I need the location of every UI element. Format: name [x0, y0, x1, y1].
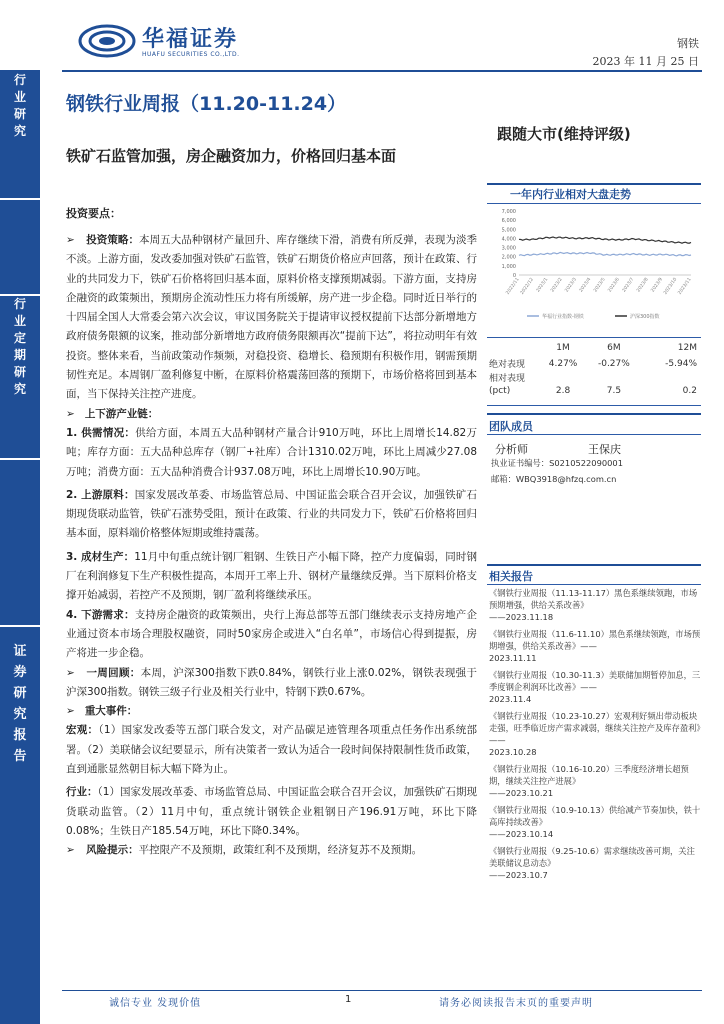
- bullet-arrow-icon: ➢: [66, 234, 75, 246]
- chain-title-text: 上下游产业链：: [84, 407, 159, 420]
- table-header-blank: [489, 340, 539, 356]
- abs-1m: 4.27%: [548, 358, 578, 369]
- strategy-label: 投资策略：: [86, 234, 140, 246]
- x-tick-label: 2022/11: [505, 277, 521, 296]
- para-supply: [66, 424, 477, 482]
- sidebar-char: 研: [13, 365, 26, 379]
- bullet-arrow-icon: ➢: [66, 844, 75, 857]
- footer-disclaimer: 请务必阅读报告末页的重要声明: [439, 998, 593, 1009]
- sidebar-char: 券: [13, 665, 27, 680]
- y-tick-label: 7,000: [501, 209, 516, 215]
- x-tick-label: 2023/1: [535, 277, 550, 294]
- cost-text: 11月中旬重点统计钢厂粗钢、生铁日产小幅下降，控产力度偏弱，同时钢厂在利润修复下生产积极性提高，本周开工率上升、钢材产量继续反弹。当下原料价格支撑开始减弱，若控产不及预期，钢厂盈利将继续承压。: [66, 550, 477, 602]
- sidebar-tag-periodic: [0, 296, 40, 458]
- team-title: 团队成员: [489, 420, 533, 433]
- report-subtitle: 铁矿石监管加强，房企融资加力，价格回归基本面: [66, 147, 397, 165]
- series-line-0: [519, 252, 691, 256]
- para-demand: [66, 606, 477, 664]
- bullet-arrow-icon: ➢: [66, 407, 75, 420]
- sidebar-tag-securities-report: [0, 627, 40, 1024]
- para-upstream: [66, 486, 477, 544]
- side-chart-title: 一年内行业相对大盘走势: [510, 188, 631, 201]
- review-text: 本周，沪深300指数下跌0.84%，钢铁行业上涨0.02%，钢铁表现强于沪深300指数。钢铁三级子行业及相关行业中，特钢下跌0.67%。: [66, 666, 478, 698]
- related-report-title: 《钢铁行业周报（9.25-10.6）需求继续改善可期，关注美联储议息动态》: [489, 846, 695, 868]
- sidebar-char: 定: [13, 331, 26, 345]
- sidebar-char: 研: [13, 686, 27, 701]
- x-tick-label: 2023/11: [677, 277, 693, 296]
- related-report-date: ——2023.10.7: [489, 870, 548, 880]
- related-report-item[interactable]: [489, 669, 701, 705]
- sidebar-char: 期: [13, 348, 26, 362]
- team-title-rule: [487, 434, 701, 435]
- related-title-rule: [487, 584, 701, 585]
- report-title: 钢铁行业周报（11.20-11.24）: [66, 93, 347, 115]
- sidebar-char: 业: [13, 314, 26, 328]
- related-report-title: 《钢铁行业周报（11.13-11.17）黑色系继续领跑，市场预期增强，供给关系改善》: [489, 588, 698, 610]
- macro-text: （1）国家发改委等五部门联合发文，对产品碳足迹管理各项重点任务作出系统部署。（2）美联储会议纪要显示，所有决策者一致认为适合一段时间保持限制性货币政策，直到通胀显然朝目标大幅下降为止。: [66, 724, 478, 776]
- related-report-item[interactable]: [489, 845, 701, 881]
- related-report-title: 《钢铁行业周报（10.30-11.3）美联储加期暂停加息，三季度钢企利润环比改善》——: [489, 670, 701, 692]
- x-tick-label: 2023/8: [636, 277, 650, 294]
- para-review: [66, 664, 477, 703]
- sidebar-char: 行: [13, 73, 26, 87]
- para-strategy: [66, 231, 477, 405]
- sidebar-char: 业: [13, 90, 26, 104]
- related-report-item[interactable]: [489, 628, 701, 664]
- row-label-relative: 相对表现: [489, 374, 526, 384]
- y-tick-label: 4,000: [501, 236, 516, 243]
- rel-6m: 7.5: [606, 386, 622, 396]
- legend-label-hs300: 沪深300指数: [630, 314, 660, 320]
- email-link[interactable]: WBQ3918@hfzq.com.cn: [515, 474, 617, 484]
- report-date: 2023 年 11 月 25 日: [592, 55, 699, 68]
- header-divider: [62, 70, 702, 72]
- footer-rule: [62, 990, 702, 991]
- sidebar-char: 行: [13, 297, 26, 311]
- sidebar-char: 究: [13, 382, 26, 396]
- x-tick-label: 2023/6: [607, 277, 621, 294]
- x-tick-label: 2023/3: [564, 277, 578, 294]
- relative-performance-chart: [487, 205, 701, 323]
- x-tick-label: 2023/7: [621, 277, 636, 294]
- analyst-role: 分析师: [495, 443, 528, 456]
- upstream-text: 国家发展改革委、市场监管总局、中国证监会联合召开会议，加强铁矿石期现货联动监管，铁矿石涨势受阻，预计在政策、行业的共同发力下，铁矿石价格将回归基本面，原料端价格整体短期或维持震荡。: [66, 488, 478, 540]
- related-report-item[interactable]: [489, 804, 701, 840]
- y-tick-label: 1,000: [501, 263, 516, 270]
- abs-12m: -5.94%: [665, 358, 697, 369]
- para-industry: [66, 783, 477, 841]
- related-report-list: [489, 587, 701, 886]
- table-header-1m: 1M: [556, 343, 570, 353]
- cert-number: S0210522090001: [549, 458, 623, 468]
- risk-label: 风险提示：: [86, 844, 139, 857]
- series-line-1: [519, 237, 691, 243]
- related-report-item[interactable]: [489, 763, 701, 799]
- related-report-item[interactable]: [489, 587, 701, 623]
- industry-label: 钢铁: [677, 37, 699, 50]
- macro-label: 宏观：: [66, 724, 99, 737]
- chain-title: [66, 405, 477, 424]
- abs-6m: -0.27%: [597, 358, 630, 369]
- related-report-date: ——2023.10.14: [489, 829, 554, 839]
- sidebar-char: 究: [13, 124, 26, 138]
- demand-text: 支持房企融资的政策频出，央行上海总部等五部门继续表示支持房地产企业通过资本市场合理股权融资，同时50家房企或进入“白名单”，市场信心得到提振，房产将进一步企稳。: [66, 608, 478, 660]
- sidebar-blank-2: [0, 460, 40, 625]
- analyst-cert: [491, 457, 623, 469]
- rel-12m: 0.2: [682, 386, 697, 396]
- industry-news-label: 行业：: [66, 786, 98, 799]
- risk-text: 平控限产不及预期，政策红利不及预期，经济复苏不及预期。: [138, 844, 423, 857]
- page-number: 1: [345, 994, 352, 1005]
- events-title: [66, 702, 477, 721]
- upstream-label: 2. 上游原料：: [66, 488, 135, 501]
- side-chart-top-rule: [487, 183, 701, 185]
- related-report-date: 2023.10.28: [489, 747, 537, 757]
- sidebar-char: 证: [13, 644, 27, 659]
- demand-label: 4. 下游需求：: [66, 608, 135, 621]
- legend-label-industry: 华福行业指数-钢铁: [542, 314, 584, 320]
- company-logo: [78, 22, 248, 62]
- x-tick-label: 2023/9: [650, 277, 664, 294]
- table-bottom-rule: [487, 405, 701, 406]
- industry-news-text: （1）国家发展改革委、市场监管总局、中国证监会联合召开会议，加强铁矿石期现货联动监管。（2）11月中旬，重点统计钢铁企业粗钢日产196.91万吨，环比下降0.08%；生铁日产185.54万吨，环比下降0.34%。: [66, 786, 478, 837]
- row-label-pct: (pct): [489, 386, 511, 396]
- bullet-arrow-icon: ➢: [66, 705, 75, 718]
- cost-label: 3. 成材生产：: [66, 550, 135, 563]
- sidebar-char: 告: [13, 749, 27, 764]
- summary-title: 投资要点：: [66, 207, 121, 220]
- x-tick-label: 2022/12: [519, 277, 535, 296]
- related-report-title: 《钢铁行业周报（10.16-10.20）三季度经济增长超预期，继续关注控产进展》: [489, 764, 689, 786]
- related-title: 相关报告: [489, 570, 533, 583]
- side-chart-title-rule: [487, 203, 701, 204]
- sidebar-blank-1: [0, 200, 40, 294]
- supply-label: 1. 供需情况：: [66, 426, 136, 439]
- row-label-absolute: 绝对表现: [489, 360, 526, 370]
- related-report-title: 《钢铁行业周报（11.6-11.10）黑色系继续领跑，市场预期增强，供给关系改善》——: [489, 629, 701, 651]
- y-tick-label: 0: [512, 273, 516, 279]
- cert-label: 执业证书编号：: [491, 458, 550, 468]
- y-tick-label: 6,000: [501, 218, 516, 225]
- bullet-arrow-icon: ➢: [66, 666, 75, 679]
- sidebar-char: 研: [13, 107, 26, 121]
- analyst-name: 王保庆: [588, 443, 621, 456]
- y-tick-label: 5,000: [501, 227, 516, 234]
- review-label: 一周回顾：: [86, 666, 141, 679]
- y-tick-label: 3,000: [501, 245, 516, 252]
- related-top-rule: [487, 564, 701, 566]
- logo-text-cn: 华福证券: [142, 27, 239, 52]
- logo-mark-icon: [78, 24, 136, 58]
- related-report-title: 《钢铁行业周报（10.9-10.13）供给减产节奏加快，铁十高库持续改善》: [489, 805, 701, 827]
- performance-table: [489, 340, 701, 398]
- x-tick-label: 2023/4: [578, 277, 593, 294]
- strategy-text: 本周五大品种钢材产量回升、库存继续下滑，消费有所反弹，表现为淡季不淡。上游方面，发改委加强对铁矿石监管，铁矿石期货价格应声回落，预计在政策、行业的共同发力下，铁矿石价格将回归基本面，原料价格支撑预期减弱。下游方面，支持房企融资的政策频出，预期房企流动性压力将有所缓解，房产进一步企稳。同时近日举行的十四届全国人大常委会第六次会议，审议国务院关于提请审议授权提前下达部分新增地方政府债务限额的议案，推动部分新增地方政府债务限额再次“提前下达”，将拉动明年有效投资。整体来看，当前政策动作频频，对稳投资、稳增长、稳预期有积极作用，钢需预期韧性充足。本周钢厂盈利修复中断，在原料价格震荡回落的预期下，市场价格将回到基本面，当下保持关注控产进度。: [66, 234, 478, 401]
- table-top-rule: [487, 337, 701, 338]
- related-report-item[interactable]: [489, 710, 701, 758]
- analyst-email: [491, 473, 616, 485]
- team-top-rule: [487, 413, 701, 415]
- main-content: [66, 205, 477, 861]
- sidebar-char: 究: [13, 707, 27, 722]
- email-label: 邮箱：: [491, 474, 516, 484]
- sidebar-char: 报: [13, 728, 27, 743]
- x-tick-label: 2023/5: [593, 277, 607, 294]
- rel-1m: 2.8: [555, 386, 571, 396]
- table-header-6m: 6M: [607, 343, 621, 353]
- rating: 跟随大市(维持评级): [497, 125, 631, 143]
- para-macro: [66, 721, 477, 779]
- x-tick-label: 2023/10: [663, 277, 679, 296]
- supply-text: 供给方面，本周五大品种钢材产量合计910万吨，环比上周增长14.82万吨；库存方面：五大品种总库存（钢厂+社库）合计1310.02万吨，环比上周减少27.08万吨；消费方面：五大品种消费合计937.08万吨，环比上周增长10.90万吨。: [66, 426, 478, 478]
- logo-text-en: HUAFU SECURITIES CO.,LTD.: [142, 51, 240, 58]
- related-report-date: ——2023.11.18: [489, 612, 554, 622]
- related-report-date: 2023.11.4: [489, 694, 532, 704]
- y-tick-label: 2,000: [501, 254, 516, 261]
- related-report-date: ——2023.10.21: [489, 788, 554, 798]
- x-tick-label: 2023/2: [550, 277, 564, 294]
- table-header-12m: 12M: [677, 343, 697, 353]
- footer-slogan: 诚信专业 发现价值: [109, 998, 202, 1009]
- events-title-text: 重大事件：: [84, 705, 138, 718]
- sidebar-tag-industry-research: [0, 70, 40, 198]
- related-report-date: 2023.11.11: [489, 653, 537, 663]
- para-risk: [66, 841, 477, 860]
- related-report-title: 《钢铁行业周报（10.23-10.27）宏观利好频出带动板块走强，旺季临近房产需求减弱，继续关注控产及库存盈利》——: [489, 711, 701, 745]
- para-cost: [66, 548, 477, 606]
